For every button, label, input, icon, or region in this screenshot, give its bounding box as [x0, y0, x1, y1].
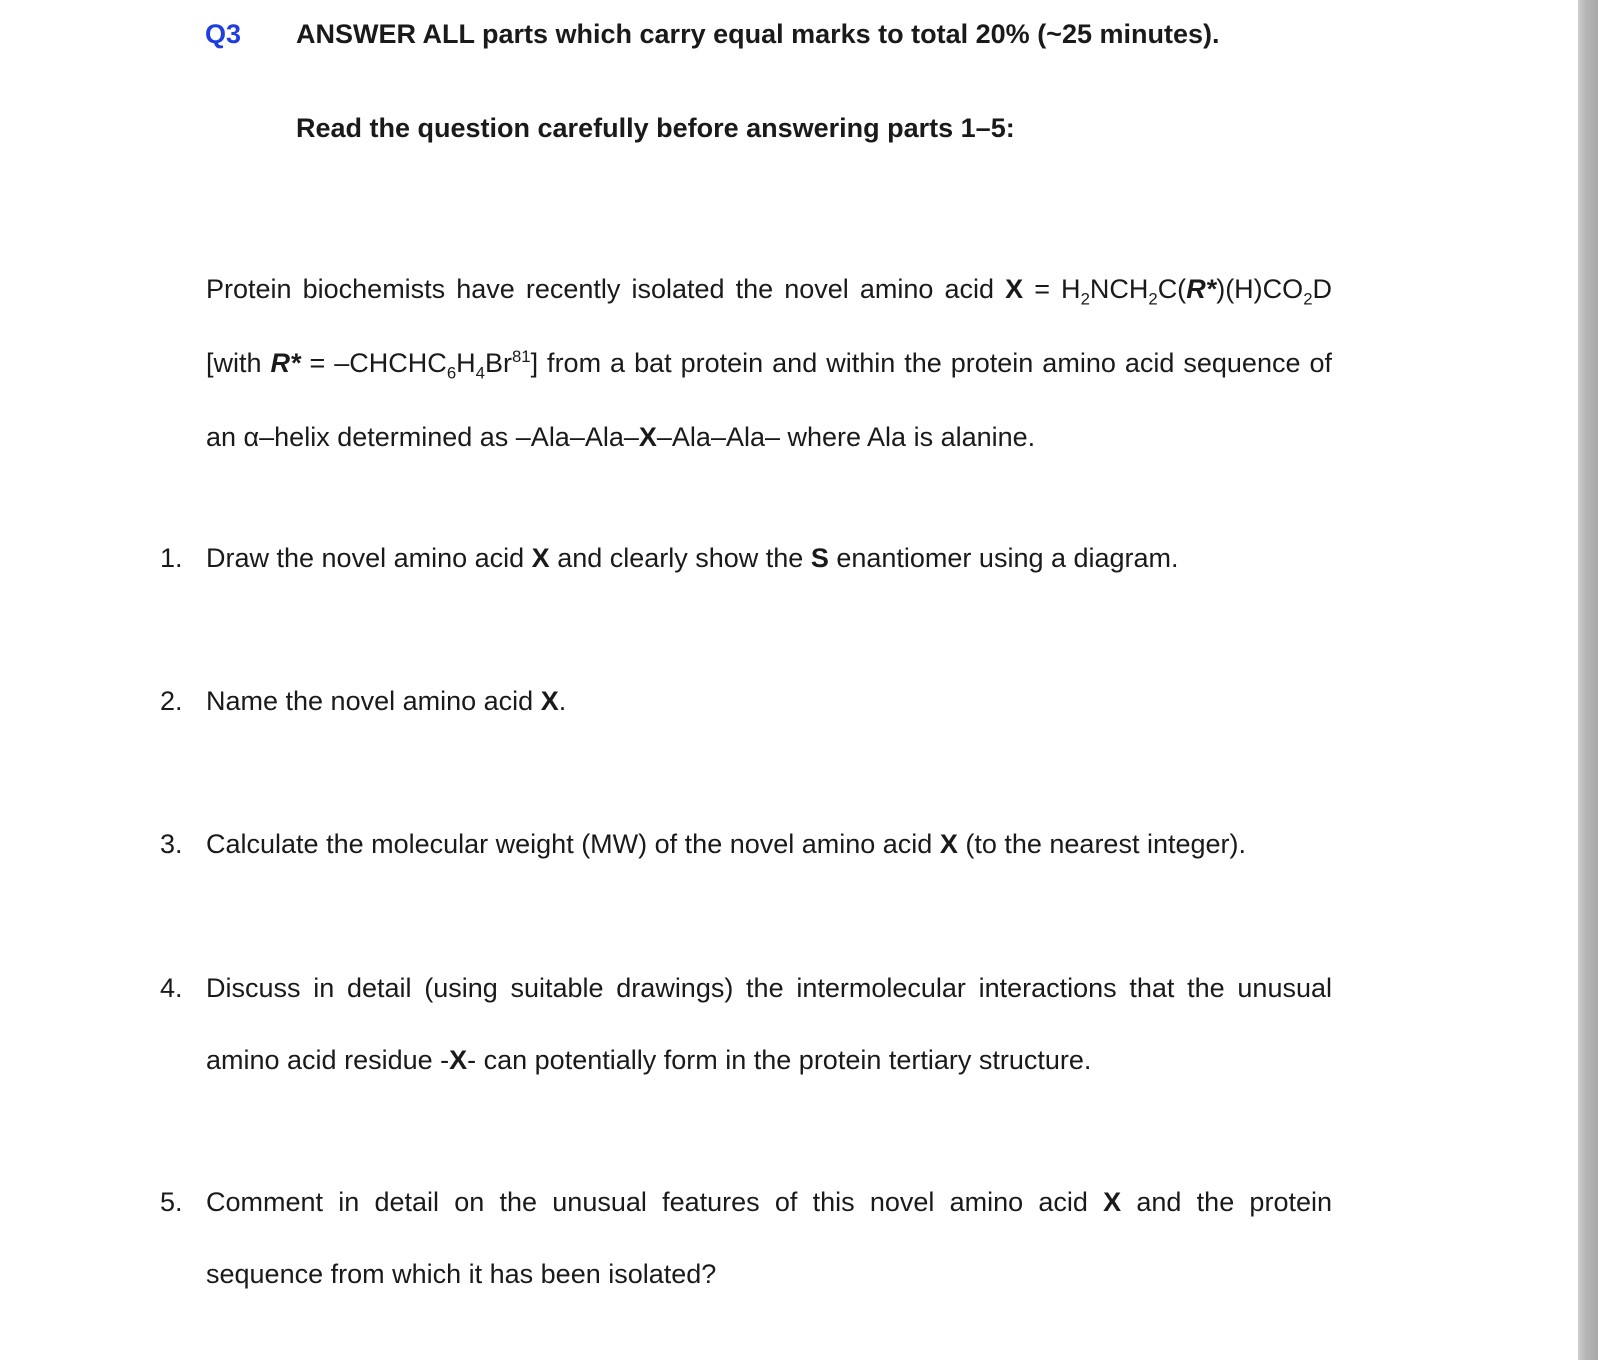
part-text: Calculate the molecular weight (MW) of the novel amino acid X (to the nearest integer). [206, 829, 1246, 859]
stem-line-1: Protein biochemists have recently isolated the novel amino acid $X = H_2NCH_2C(R*)(H)CO_2D$ [206, 274, 1332, 309]
part-number: 3. [160, 829, 183, 859]
part-text: Draw the novel amino acid X and clearly show the S enantiomer using a diagram. [206, 543, 1179, 573]
amino-acid-x-label: X [1005, 274, 1024, 304]
window-scrollbar-edge[interactable] [1578, 0, 1598, 1360]
part-text: Comment in detail on the unusual features of this novel amino acid X and the protein sequence from which it has been isolated? [206, 1187, 1332, 1289]
part-text: Discuss in detail (using suitable drawings) the intermolecular interactions that the unusual amino acid residue -X- can potentially form in the protein tertiary structure. [206, 973, 1332, 1075]
question-stem [206, 252, 1332, 474]
part-number: 1. [160, 543, 183, 573]
question-number: Q3 [205, 19, 242, 49]
stem-line-2: [with $R* = -CHCHC_6H_4Br^{81}$] from a bat protein and within the protein amino acid sequence of [206, 347, 1332, 383]
question-header [0, 14, 1400, 54]
read-carefully-note: Read the question carefully before answering parts 1–5: [296, 113, 1015, 143]
part-number: 5. [160, 1187, 183, 1217]
question-instruction: ANSWER ALL parts which carry equal marks to total 20% (~25 minutes). [296, 19, 1220, 49]
stem-line-3: an α–helix determined as –Ala–Ala–X–Ala–Ala– where Ala is alanine. [206, 422, 1036, 452]
part-number: 4. [160, 973, 183, 1003]
part-number: 2. [160, 686, 183, 716]
part-text: Name the novel amino acid X. [206, 686, 567, 716]
